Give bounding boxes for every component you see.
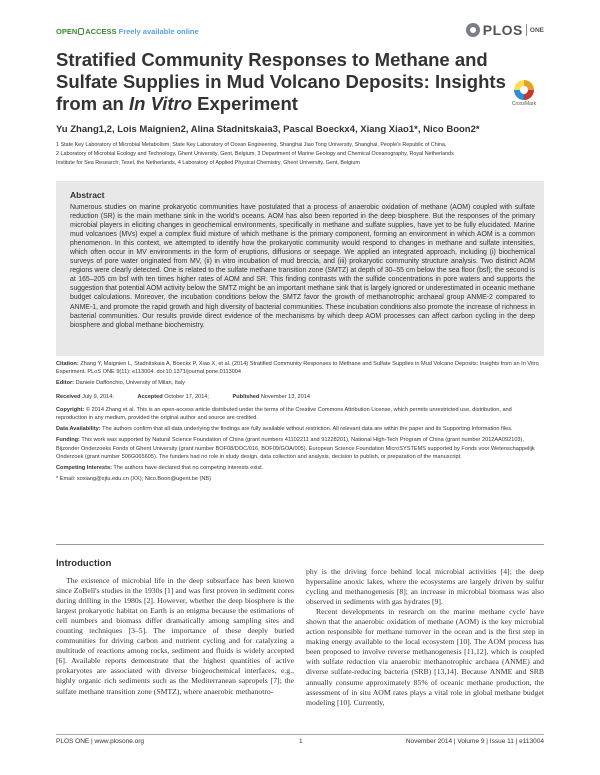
received-label: Received [56,393,81,400]
funding-block [56,436,544,461]
abstract-box [56,181,544,356]
title-part-1: Stratified Community Responses to Methane and Sulfate Supplies in Mud Volcano Deposits: Insights from an [56,49,506,114]
competing-interests-text: The authors have declared that no competing interests exist. [113,465,264,472]
plos-logo-suffix: ONE [529,26,544,34]
competing-interests-block [56,464,544,472]
oa-open-label: OPEN [56,27,78,36]
introduction-heading: Introduction [56,558,112,569]
affiliation-line: Institute for Sea Research, Texel, the Netherlands, 4 Laboratory of Applied Physical Chemistry, Ghent University, Gent, Belgium [56,160,360,167]
dates-block [56,393,544,401]
author-list: Yu Zhang1,2, Lois Maignien2, Alina Stadnitskaia3, Pascal Boeckx4, Xiang Xiao1*, Nico Boon2* [56,124,480,135]
body-column-right [306,567,544,708]
footer-issue-info: November 2014 | Volume 9 | Issue 11 | e113004 [405,738,544,745]
title-italic-part: In Vitro [128,93,193,114]
abstract-text: Numerous studies on marine prokaryotic communities have postulated that a process of anaerobic oxidation of methane (AOM) coupled with sulfate reduction (SR) is the main methane sink in the world's oceans. AOM has also been reported in the deep biosphere. But the responses of the primary microbial players in eliciting changes in geochemical environments, specifically in methane and sulfate supplies, have yet to be fully elucidated. Marine mud volcanoes (MVs) expel a complex fluid mixture of which methane is the primary component, forming an environment in which AOM is a common phenomenon. In this context, we attempted to identify how the prokaryotic community would respond to changes in methane and sulfate intensities, which often occur in MV environments in the form of eruptions, diffusions or seepage. We applied an integrated approach, including (i) biochemical surveys of pore water originated from MV, (ii) in vitro incubation of mud breccia, and (iii) prokaryotic community structure analysis. Two distinct AOM regions were clearly detected. One is related to the sulfate methane transition zone (SMTZ) at depth of 30–55 cm below the sea floor (bsf); the second is at 165–205 cm bsf with ten times higher rates of AOM and SR. This finding contrasts with the sulfide concentrations in pore waters and supports the suggestion that potential AOM activity below the SMTZ might be an important methane sink that is largely ignored or underestimated in oceanic methane budget calculations. Moreover, the incubation conditions below the SMTZ favor the growth of methanotrophic archaeal group ANME-2 compared to ANME-1, and promote the rapid growth and high diversity of bacterial communities. These incubation conditions also promote the increase of richness in bacterial communities. Our results provide direct evidence of the mechanisms by which deep AOM processes can affect carbon cycling in the deep biosphere and global methane biochemistry. [70,204,535,329]
crossmark-label: CrossMark [511,101,537,107]
plos-logo-icon [466,23,480,37]
published-date: November 13, 2014 [260,393,310,400]
copyright-label: Copyright: [56,406,85,413]
editor-text: Daniele Daffonchio, University of Milan, Italy [75,380,185,387]
title-part-3: Experiment [192,93,298,114]
plos-one-logo[interactable] [466,22,544,38]
paragraph: Recent developments in research on the marine methane cycle have shown that the anaerobic oxidation of methane (AOM) is the key microbial action responsible for methane turnover in the ocean and is the first step in making energy available to the local ecosystem [10]. The AOM process has been proposed to involve reverse methanogenesis [11,12], which is coupled with sulfate reduction via anaerobic methanotrophic archaea (ANME) and diverse sulfate-reducing bacteria (SRB) [13,14]. Because ANME and SRB annually consume approximately 85% of oceanic methane production, the assessment of in situ AOM rates plays a vital role in global methane budget modeling [10]. Currently, [306,607,544,707]
citation-text: Zhang Y, Maignien L, Stadnitskaia A, Boeckx P, Xiao X, et al. (2014) Stratified Community Responses to Methane and Sulfate Supplies in Mud Volcano Deposits: Insights from an In Vitro Experiment. PLoS ONE 9(11): e113004. doi:10.1371/journal.pone.0113004 [56,361,539,376]
footer-journal-link[interactable]: PLOS ONE | www.plosone.org [56,738,145,745]
paragraph: The existence of microbial life in the deep subsurface has been known since ZoBell's studies in the 1930s [1] and was first proven in sediment cores during drilling in the 1980s [2]. However, whether the deep biosphere is the largest prokaryotic habitat on Earth is an enigma because the estimations of cell numbers and biomass differ dramatically among sampling sites and counting techniques [3–5]. The importance of these deeply buried communities for driving carbon and nutrient cycling and for catalyzing a multitude of reactions among rocks, sediment and fluids is widely accepted [6]. Available reports demonstrate that the highest quantities of active prokaryotes are associated with diverse biogeochemical interfaces, e.g., highly organic rich sediments such as the Mediterranean sapropels [7]; the sulfate methane transition zone (SMTZ), where anaerobic methanotro- [56,576,294,696]
citation-label: Citation: [56,361,79,367]
data-availability-block [56,425,544,433]
accepted-date: October 17, 2014; [164,393,209,400]
affiliation-line: 2 Laboratory of Microbial Ecology and Technology, Ghent University, Gent, Belgium, 3 Department of Marine Geology and Chemical Oceanography, Royal Netherlands [56,151,454,158]
affiliations [56,141,544,168]
metadata-divider [56,544,544,545]
crossmark-icon [514,80,534,100]
plos-logo-text: PLOS [482,22,523,38]
affiliation-line: 1 State Key Laboratory of Microbial Metabolism, State Key Laboratory of Ocean Engineering, Shanghai Jiao Tong University, Shanghai, People's Republic of China, [56,142,447,148]
data-availability-text: The authors confirm that all data underlying the findings are fully available without restriction. All relevant data are within the paper and its Supporting Information files. [102,426,513,433]
funding-text: This work was supported by Natural Science Foundation of China (grant numbers 41102211 and 91228201), National High-Tech Program of China (grant number 2012AA092103), Bijzonder Onderzoeks Fonds of Ghent University (grant number BOF08/DOC/016, BOF09/GOA/005), European Science Foundation MicroSYSTEMS supported by Fonds voor Wetenschappelijk Onderzoek (grant number 506G065605). The funders had no role in study design, data collection and analysis, decision to publish, or preparation of the manuscript. [56,437,535,460]
email-block[interactable]: * Email: xoxiang@sjtu.edu.cn (XX); Nico.Boon@ugent.be (NB) [56,476,211,483]
published-label: Published [232,393,260,400]
paragraph: phy is the driving force behind local microbial activities [4]; the deep hypersaline anoxic lakes, where the ecosystems are largely driven by sulfur cycling and methanogenesis [8]; an increase in microbial biomass was also observed in sediments with gas hydrates [9]. [306,567,544,607]
article-title [56,49,536,115]
received-date: July 9, 2014; [82,393,114,400]
competing-interests-label: Competing Interests: [56,465,112,472]
copyright-block [56,406,544,422]
data-availability-label: Data Availability: [56,426,101,433]
logo-divider [526,24,527,36]
body-column-left [56,576,294,697]
footer-divider [56,734,544,735]
copyright-text: © 2014 Zhang et al. This is an open-access article distributed under the terms of the Creative Commons Attribution License, which permits unrestricted use, distribution, and reproduction in any medium, provided the original author and source are credited. [56,406,512,422]
freely-available-label: Freely available online [118,27,199,36]
editor-label: Editor: [56,380,75,387]
funding-label: Funding: [56,437,80,444]
editor-block [56,379,544,387]
accepted-label: Accepted [137,393,163,400]
oa-access-label: ACCESS [85,27,117,36]
citation-block [56,360,544,376]
open-access-badge[interactable] [56,27,199,36]
article-metadata [56,360,544,486]
footer-page-number: 1 [299,738,303,745]
open-access-lock-icon [78,28,84,35]
journal-header [56,22,544,40]
abstract-heading: Abstract [70,190,105,200]
crossmark-badge[interactable] [507,80,541,107]
